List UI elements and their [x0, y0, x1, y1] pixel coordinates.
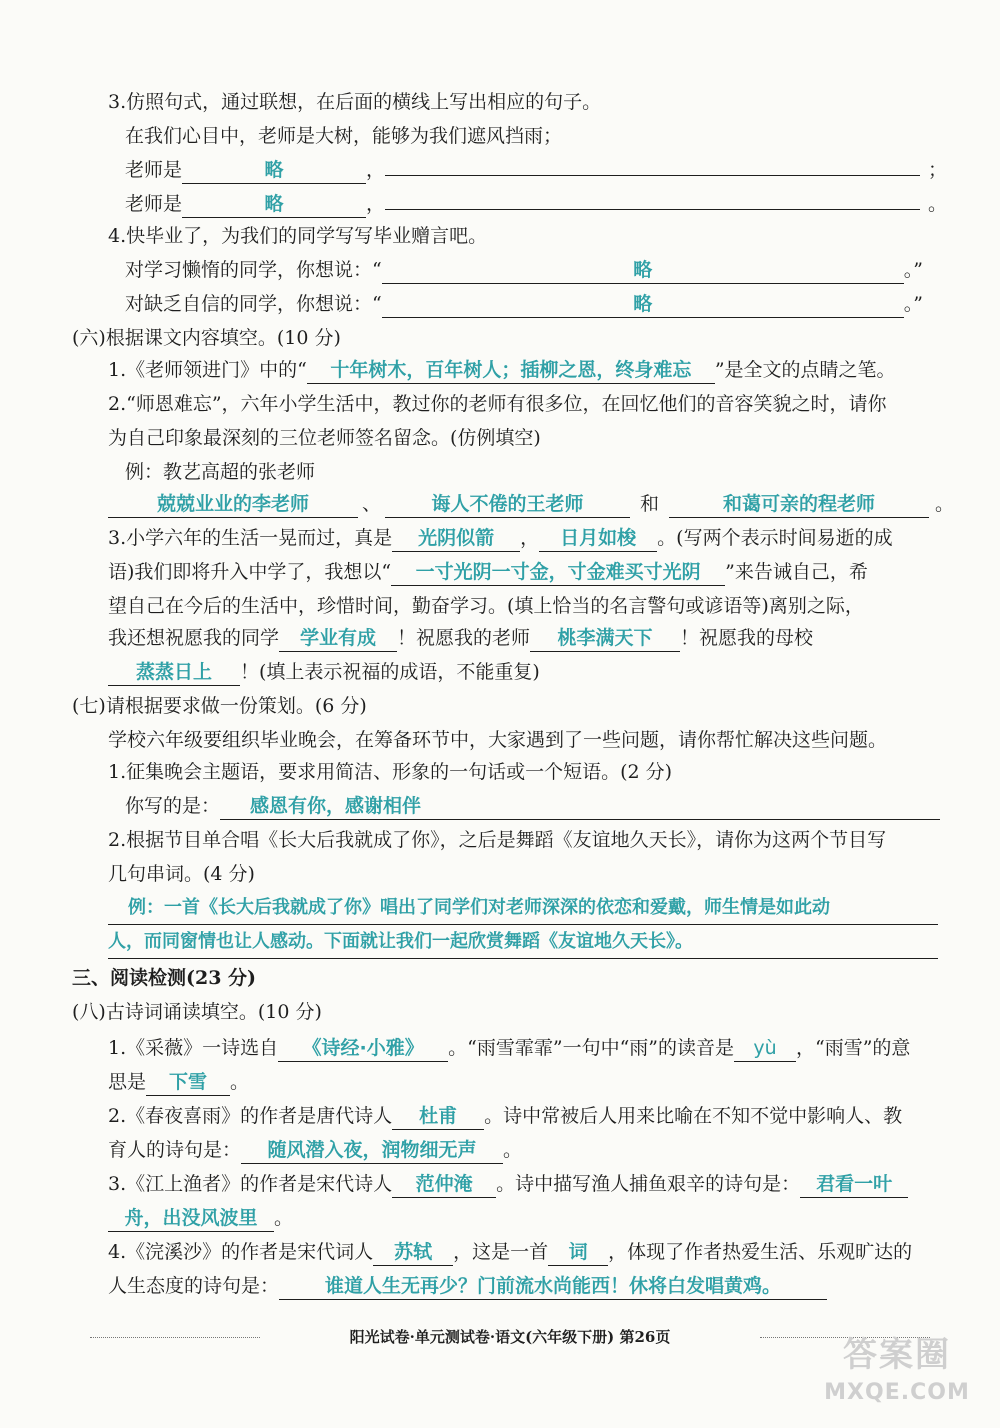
answer-blank[interactable]: 蒸蒸日上	[108, 659, 240, 686]
answer-blank[interactable]: 感恩有你，感谢相伴	[220, 793, 940, 820]
answer-blank[interactable]: 略	[382, 291, 904, 318]
s8-q1-line1: 1.《采薇》一诗选自 《诗经·小雅》 。“雨雪霏霏”一句中“雨”的读音是 yù ，“雨雪”的意	[108, 1034, 910, 1062]
section-6-title: (六)根据课文内容填空。(10 分)	[72, 327, 341, 349]
answer-blank[interactable]: 范仲淹	[392, 1171, 496, 1198]
s8-q3-line2: 舟，出没风波里 。	[108, 1204, 293, 1232]
s6-q1: 1.《老师领进门》中的“ 十年树木，百年树人；插柳之恩，终身难忘 ”是全文的点睛之笔。	[108, 356, 896, 384]
answer-underline	[108, 924, 938, 925]
s8-q2-line1: 2.《春夜喜雨》的作者是唐代诗人 杜甫 。诗中常被后人用来比喻在不知不觉中影响人、教	[108, 1102, 902, 1130]
s7-q2-line2: 几句串词。(4 分)	[108, 863, 255, 885]
answer-blank[interactable]: 杜甫	[392, 1103, 484, 1130]
q3-line1: 老师是 略 ， ；	[125, 156, 947, 184]
answer-blank[interactable]: yù	[734, 1035, 796, 1062]
watermark-url: MXQE.COM	[824, 1380, 970, 1405]
footer-divider-left	[90, 1337, 260, 1338]
answer-blank[interactable]	[385, 175, 920, 176]
s8-q1-line2: 思是 下雪 。	[108, 1068, 249, 1096]
s7-q2-answer-line1[interactable]: 例：一首《长大后我就成了你》唱出了同学们对老师深深的依恋和爱戴，师生情是如此动	[128, 897, 830, 918]
s8-q2-line2: 育人的诗句是： 随风潜入夜，润物细无声 。	[108, 1136, 522, 1164]
s8-q3-line1: 3.《江上渔者》的作者是宋代诗人 范仲淹 。诗中描写渔人捕鱼艰辛的诗句是： 君看一叶	[108, 1170, 908, 1198]
s6-q2-answers: 兢兢业业的李老师 、 诲人不倦的王老师 和 和蔼可亲的程老师 。	[108, 490, 954, 518]
answer-blank[interactable]: 《诗经·小雅》	[278, 1035, 448, 1062]
answer-blank[interactable]: 词	[548, 1239, 608, 1266]
answer-blank[interactable]: 随风潜入夜，润物细无声	[241, 1137, 503, 1164]
answer-blank[interactable]: 和蔼可亲的程老师	[669, 491, 929, 518]
s7-q1-answer-line: 你写的是： 感恩有你，感谢相伴	[125, 792, 940, 820]
s7-intro: 学校六年级要组织毕业晚会，在筹备环节中，大家遇到了一些问题，请你帮忙解决这些问题。	[108, 729, 888, 751]
answer-blank[interactable]: 谁道人生无再少？门前流水尚能西！休将白发唱黄鸡。	[279, 1273, 827, 1300]
answer-blank[interactable]: 学业有成	[279, 625, 397, 652]
q3-line2: 老师是 略 ， 。	[125, 190, 947, 218]
answer-blank[interactable]: 略	[182, 191, 366, 218]
s7-q1: 1.征集晚会主题语，要求用简洁、形象的一句话或一个短语。(2 分)	[108, 761, 673, 783]
q3-example: 在我们心目中，老师是大树，能够为我们遮风挡雨；	[125, 125, 563, 147]
answer-blank[interactable]: 十年树木，百年树人；插柳之恩，终身难忘	[307, 357, 715, 384]
watermark-logo-text: 答案圈	[843, 1335, 951, 1375]
q4-prompt: 4.快毕业了，为我们的同学写写毕业赠言吧。	[108, 225, 488, 247]
answer-blank[interactable]: 一寸光阴一寸金，寸金难买寸光阴	[391, 559, 725, 586]
s8-q4-line1: 4.《浣溪沙》的作者是宋代词人 苏轼 ，这是一首 词 ，体现了作者热爱生活、乐观旷达的	[108, 1238, 912, 1266]
q4-line2: 对缺乏自信的同学，你想说：“ 略 。”	[125, 290, 923, 318]
s6-q3-line5: 蒸蒸日上 ！(填上表示祝福的成语，不能重复)	[108, 658, 540, 686]
answer-blank[interactable]: 诲人不倦的王老师	[385, 491, 630, 518]
s8-q4-line2: 人生态度的诗句是： 谁道人生无再少？门前流水尚能西！休将白发唱黄鸡。	[108, 1272, 827, 1300]
s6-q2-line1: 2.“师恩难忘”，六年小学生活中，教过你的老师有很多位，在回忆他们的音容笑貌之时，请你	[108, 393, 887, 415]
answer-blank[interactable]: 君看一叶	[800, 1171, 908, 1198]
s7-q2-answer-line2[interactable]: 人，而同窗情也让人感动。下面就让我们一起欣赏舞蹈《友谊地久天长》。	[108, 931, 693, 952]
q4-line1: 对学习懒惰的同学，你想说：“ 略 。”	[125, 256, 923, 284]
answer-blank[interactable]: 舟，出没风波里	[108, 1205, 274, 1232]
answer-blank[interactable]: 苏轼	[373, 1239, 453, 1266]
answer-blank[interactable]: 桃李满天下	[530, 625, 680, 652]
q3-prompt: 3.仿照句式，通过联想，在后面的横线上写出相应的句子。	[108, 91, 602, 113]
answer-blank[interactable]	[385, 209, 920, 210]
answer-blank[interactable]: 日月如梭	[539, 525, 657, 552]
s6-q3-line4: 我还想祝愿我的同学 学业有成 ！祝愿我的老师 桃李满天下 ！祝愿我的母校	[108, 624, 813, 652]
answer-underline	[108, 958, 938, 959]
s7-q2-line1: 2.根据节目单合唱《长大后我就成了你》，之后是舞蹈《友谊地久天长》，请你为这两个节目写	[108, 829, 887, 851]
section-8-title: (八)古诗词诵读填空。(10 分)	[72, 1001, 322, 1023]
page-footer	[80, 1323, 940, 1351]
answer-blank[interactable]: 略	[382, 257, 904, 284]
section-7-title: (七)请根据要求做一份策划。(6 分)	[72, 695, 367, 717]
s6-q3-line1: 3.小学六年的生活一晃而过，真是 光阴似箭 ， 日月如梭 。(写两个表示时间易逝的成	[108, 524, 893, 552]
s6-q3-line3: 望自己在今后的生活中，珍惜时间，勤奋学习。(填上恰当的名言警句或谚语等)离别之际，	[108, 595, 864, 617]
s6-q2-line2: 为自己印象最深刻的三位老师签名留念。(仿例填空)	[108, 427, 541, 449]
s6-q3-line2: 语)我们即将升入中学了，我想以“ 一寸光阴一寸金，寸金难买寸光阴 ”来告诫自己，希	[108, 558, 868, 586]
footer-text: 阳光试卷·单元测试卷·语文(六年级下册) 第26页	[349, 1328, 671, 1346]
watermark	[822, 1332, 972, 1418]
answer-blank[interactable]: 下雪	[146, 1069, 230, 1096]
answer-blank[interactable]: 兢兢业业的李老师	[108, 491, 358, 518]
answer-blank[interactable]: 略	[182, 157, 366, 184]
section-3-title: 三、阅读检测(23 分)	[72, 967, 257, 989]
answer-blank[interactable]: 光阴似箭	[392, 525, 520, 552]
s6-q2-example: 例：教艺高超的张老师	[125, 461, 316, 483]
